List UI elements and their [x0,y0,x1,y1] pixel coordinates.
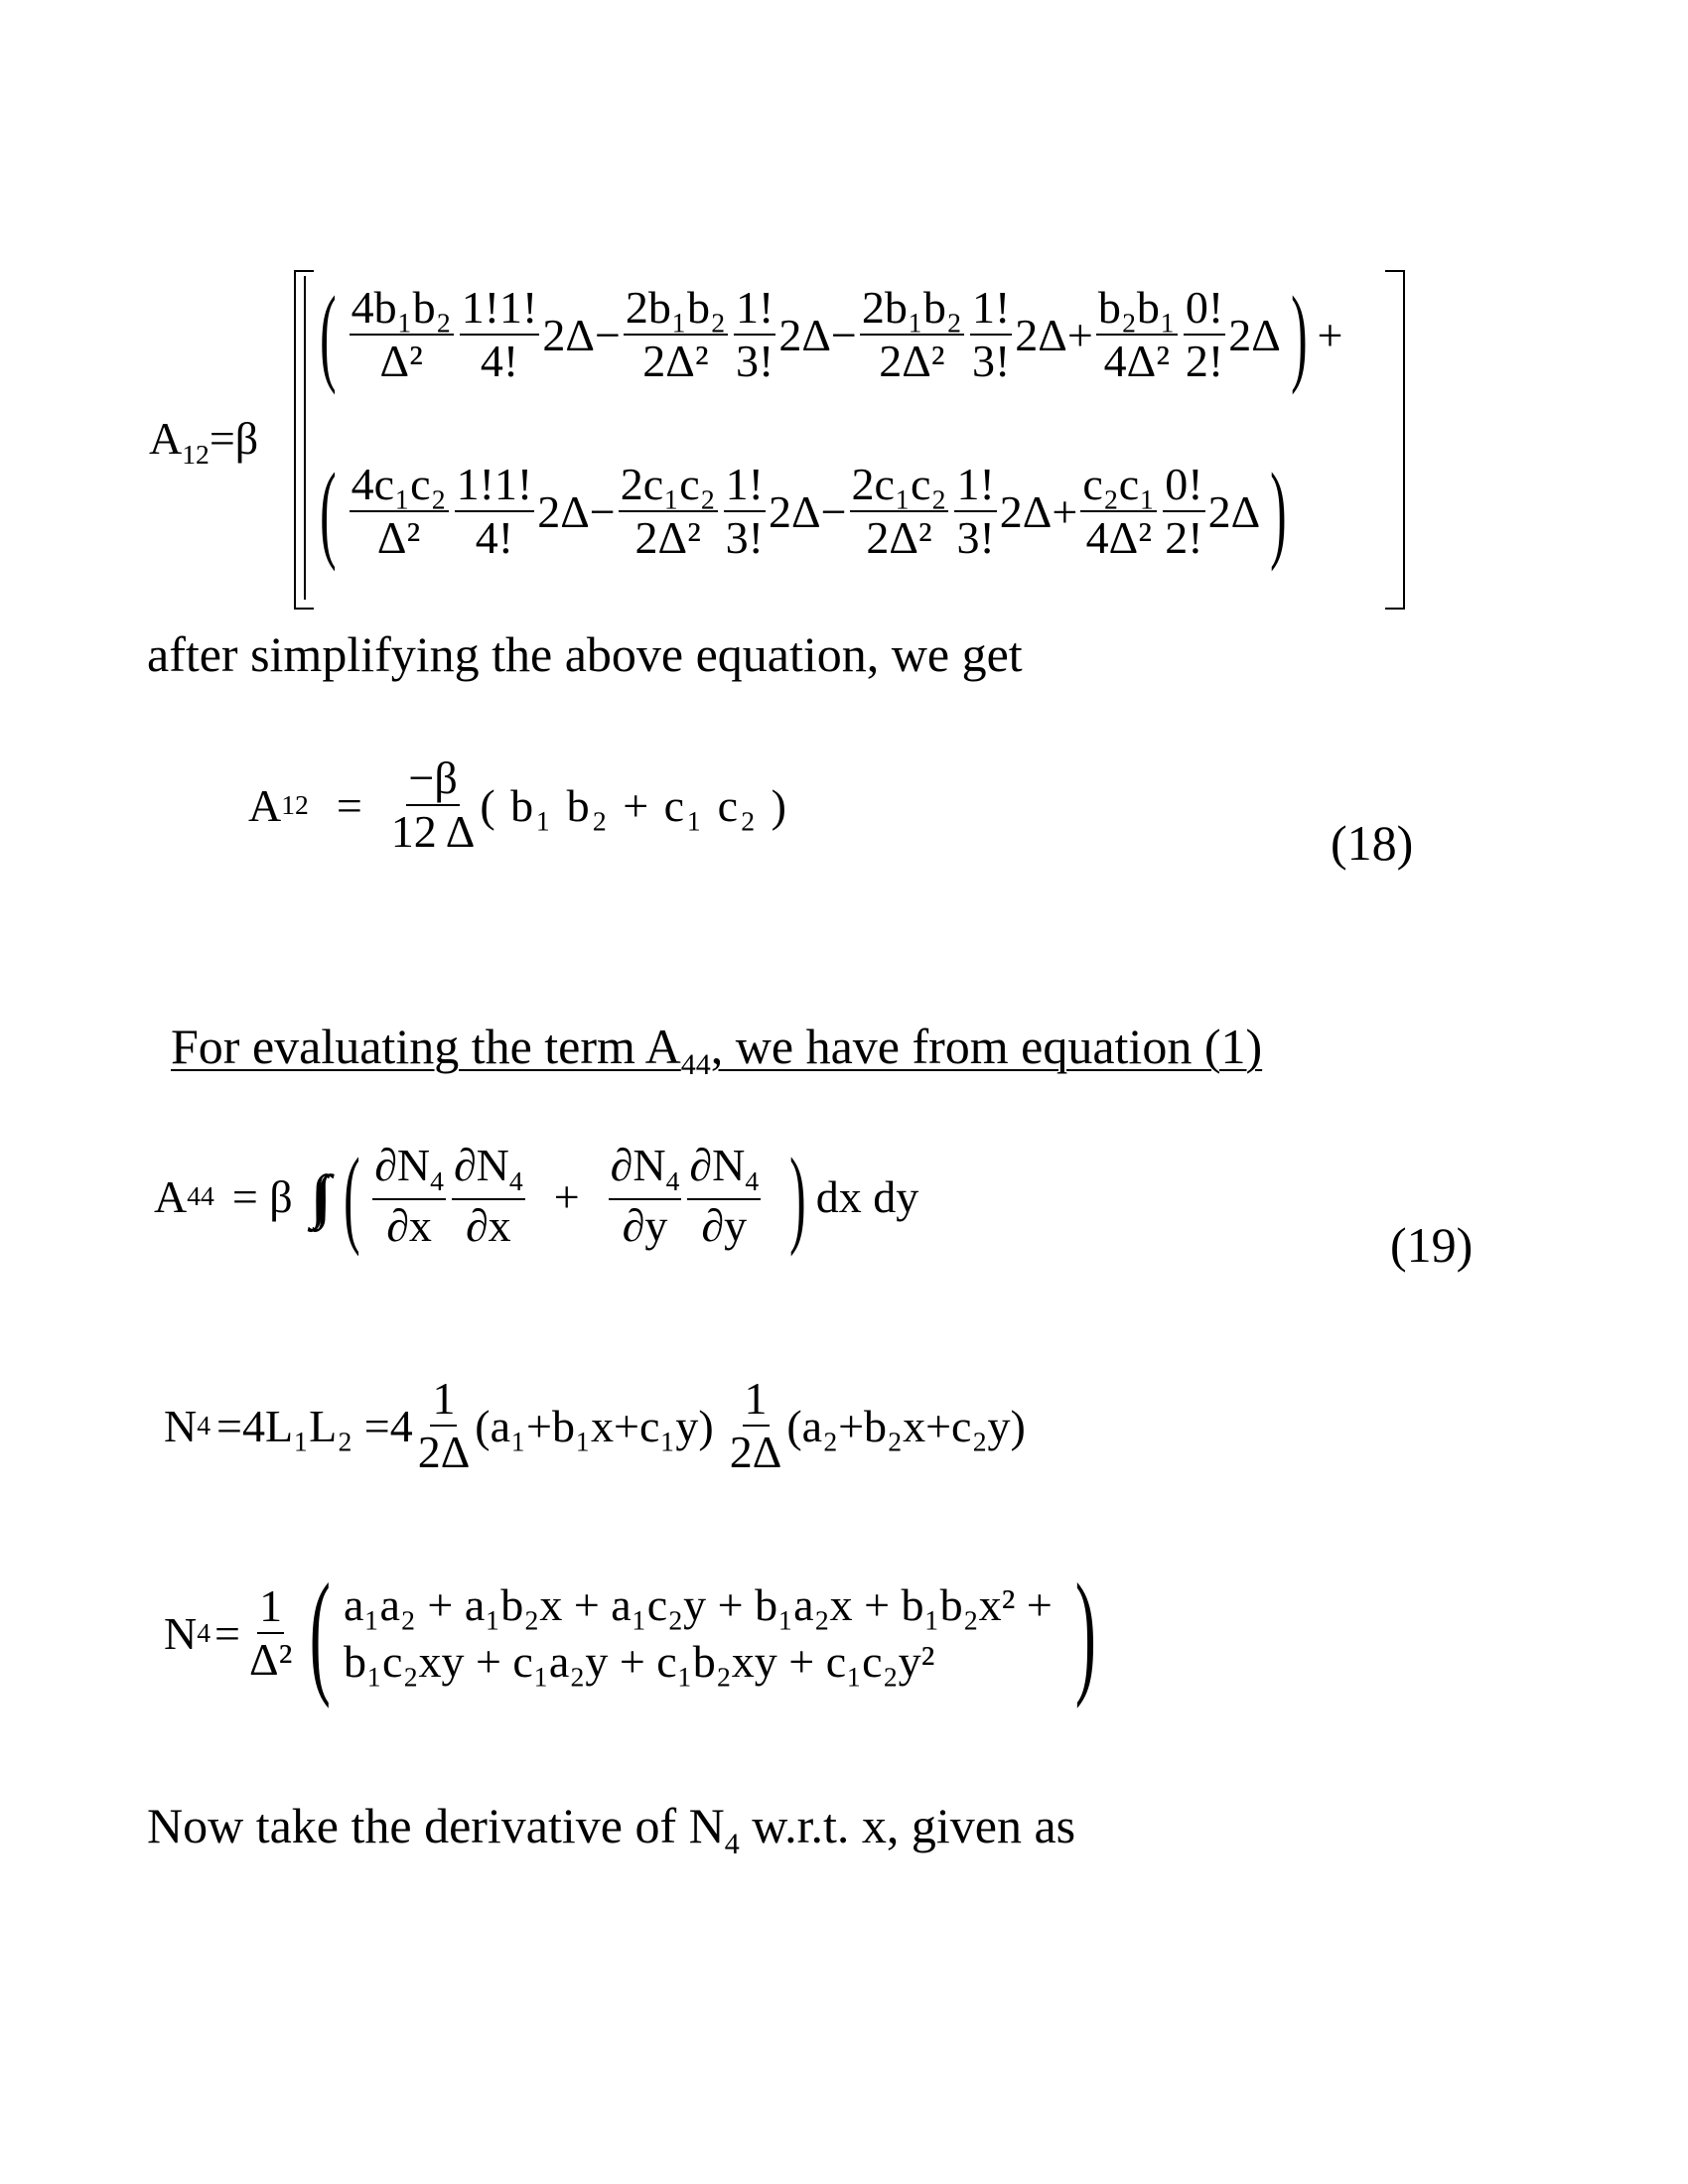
paragraph-simplify: after simplifying the above equation, we get [147,626,1023,682]
para2-text-end: w.r.t. x, given as [739,1798,1076,1853]
eq17-r1-plus: + [1066,309,1093,360]
eq19-lhs-subscript: 44 [187,1180,214,1211]
eq17-r2-plus: + [1052,485,1078,537]
eq19-dN4-dx-2: $\frac{\partial N_4}{\partial x}$ [453,1140,523,1252]
eq17-row1-close-paren: ) [1290,274,1308,395]
eq17-r2-t3-fact: $\frac{1!}{3!}$ [956,458,995,563]
eq19-dN4-dy-1: $\frac{\partial N_4}{\partial y}$ [610,1140,680,1252]
eq-n4b-lhs: N [164,1607,198,1659]
eq17-r2-2delta: 2Δ [537,485,590,537]
eq17-r1-2delta-c: 2Δ [1015,309,1067,360]
eq17-r2-2delta-b: 2Δ [769,485,821,537]
eq-n4a-lhs: N [164,1400,198,1451]
eq-n4b-close-paren: ) [1074,1556,1096,1709]
eq18-equals: = [336,779,362,831]
eq17-r1-minus: − [594,309,621,360]
eq17-r2-minus: − [589,485,616,537]
eq18-lhs-subscript: 12 [281,789,309,821]
eq17-row2 [310,451,1297,572]
eq18-number: (18) [1331,815,1414,871]
eq19-dxdy: dx dy [815,1170,919,1222]
eq17-r1-t3-fact: $\frac{1!}{3!}$ [971,281,1011,386]
eq18-body: ( b₁ b₂ + c₁ c₂ ) [480,779,788,831]
eq19-dN4-dy-2: $\frac{\partial N_4}{\partial y}$ [689,1140,760,1252]
eq-n4b-equals: = [214,1607,240,1659]
eq17-r1-t2-fact: $\frac{1!}{3!}$ [735,281,774,386]
eq17-r2-t4-fact: $\frac{0!}{2!}$ [1165,458,1203,563]
eq-n4-product [164,1375,1026,1477]
eq-n4a-factor2: (a₂+b₂x+c₂y) [786,1400,1026,1451]
eq-n4b-line2: b₁c₂xy + c₁a₂y + c₁b₂xy + c₁c₂y² [343,1636,935,1687]
eq19-dN4-dx-1: $\frac{\partial N_4}{\partial x}$ [374,1140,444,1252]
eq19-double-integral: ∫∫ [310,1162,320,1229]
eq17-row2-open-paren: ( [320,451,337,572]
eq18-fraction: $\frac{-\beta}{12 \Delta}$ [390,752,476,858]
paragraph-derivative [147,1797,1075,1861]
eq17-equals-beta: =β [209,413,259,464]
eq17-r1-2delta: 2Δ [542,309,595,360]
eq17-r1-minus-b: − [830,309,857,360]
heading-text-start: For evaluating the term A [171,1019,681,1074]
para2-text-start: Now take the derivative of N [147,1798,725,1853]
eq17-r1-2delta-d: 2Δ [1228,309,1281,360]
eq-n4a-factor1: (a₁+b₁x+c₁y) [475,1400,714,1451]
heading-text-end: , we have from equation (1) [710,1019,1263,1074]
heading-subscript: 44 [680,1048,711,1081]
eq17-lhs-subscript: 12 [182,439,210,471]
eq-n4b-open-paren: ( [310,1556,332,1709]
eq-n4a-frac1: $\frac{1}{2\Delta}$ [417,1373,471,1478]
eq17-row2-close-paren: ) [1270,451,1287,572]
eq17-r1-t1-fact: $\frac{1!1!}{4!}$ [461,281,538,386]
eq17-r2-t1-fact: $\frac{1!1!}{4!}$ [456,458,533,563]
eq17-r1-2delta-b: 2Δ [778,309,831,360]
eq-n4b-lhs-subscript: 4 [197,1617,211,1648]
eq17-r2-t4-frac: $\frac{\text{c₂c₁}}{\text{4Δ²}}$ [1082,458,1156,563]
eq17-r1-t4-fact: $\frac{0!}{2!}$ [1185,281,1224,386]
eq18-lhs: A [248,779,282,831]
eq17-r2-t1-frac: $\frac{\text{4c₁c₂}}{\text{Δ²}}$ [351,458,447,563]
eq-n4b-body [344,1576,1053,1691]
eq-n4-expanded [164,1556,1109,1709]
eq17-r2-2delta-d: 2Δ [1207,485,1261,537]
eq19 [154,1136,919,1257]
eq-n4a-frac2: $\frac{1}{2\Delta}$ [729,1373,782,1478]
eq-n4b-frac: $\frac{1}{\text{Δ²}}$ [248,1579,293,1685]
para2-subscript: 4 [724,1828,740,1860]
eq18 [248,754,788,857]
eq-n4a-mid: =4L₁L₂ =4 [216,1400,413,1451]
eq-n4a-lhs-subscript: 4 [197,1410,211,1441]
eq17-r2-t2-frac: $\frac{\text{2c₁c₂}}{\text{2Δ²}}$ [620,458,716,563]
eq19-open-paren: ( [343,1136,360,1257]
eq17-r1-t2-frac: $\frac{\text{2b₁b₂}}{\text{2Δ²}}$ [625,281,726,386]
eq17-r1-t1-frac: $\frac{\text{4b₁b₂}}{\text{Δ²}}$ [351,281,452,386]
eq17-r2-t3-frac: $\frac{\text{2c₁c₂}}{\text{2Δ²}}$ [851,458,947,563]
eq19-number: (19) [1390,1217,1474,1273]
eq17-right-bracket [1385,270,1405,610]
eq17-r2-minus-b: − [820,485,847,537]
eq17-r2-t2-fact: $\frac{1!}{3!}$ [725,458,764,563]
eq17-row1-open-paren: ( [320,274,337,395]
eq19-plus: + [553,1170,580,1222]
eq17-lhs [149,412,258,471]
eq17-r2-2delta-c: 2Δ [999,485,1053,537]
eq17-r1-trailing-plus: + [1317,309,1343,360]
eq17-lhs-symbol: A [149,413,183,464]
eq19-close-paren: ) [789,1136,806,1257]
eq19-equals-beta: = β [231,1170,293,1222]
eq19-lhs: A [154,1170,188,1222]
eq17-r1-t3-frac: $\frac{\text{2b₁b₂}}{\text{2Δ²}}$ [861,281,962,386]
eq17-r1-t4-frac: $\frac{\text{b₂b₁}}{\text{4Δ²}}$ [1097,281,1176,386]
eq17-row1 [310,274,1343,395]
section-heading-a44 [171,1018,1262,1082]
eq-n4b-line1: a₁a₂ + a₁b₂x + a₁c₂y + b₁a₂x + b₁b₂x² + [343,1578,1053,1630]
